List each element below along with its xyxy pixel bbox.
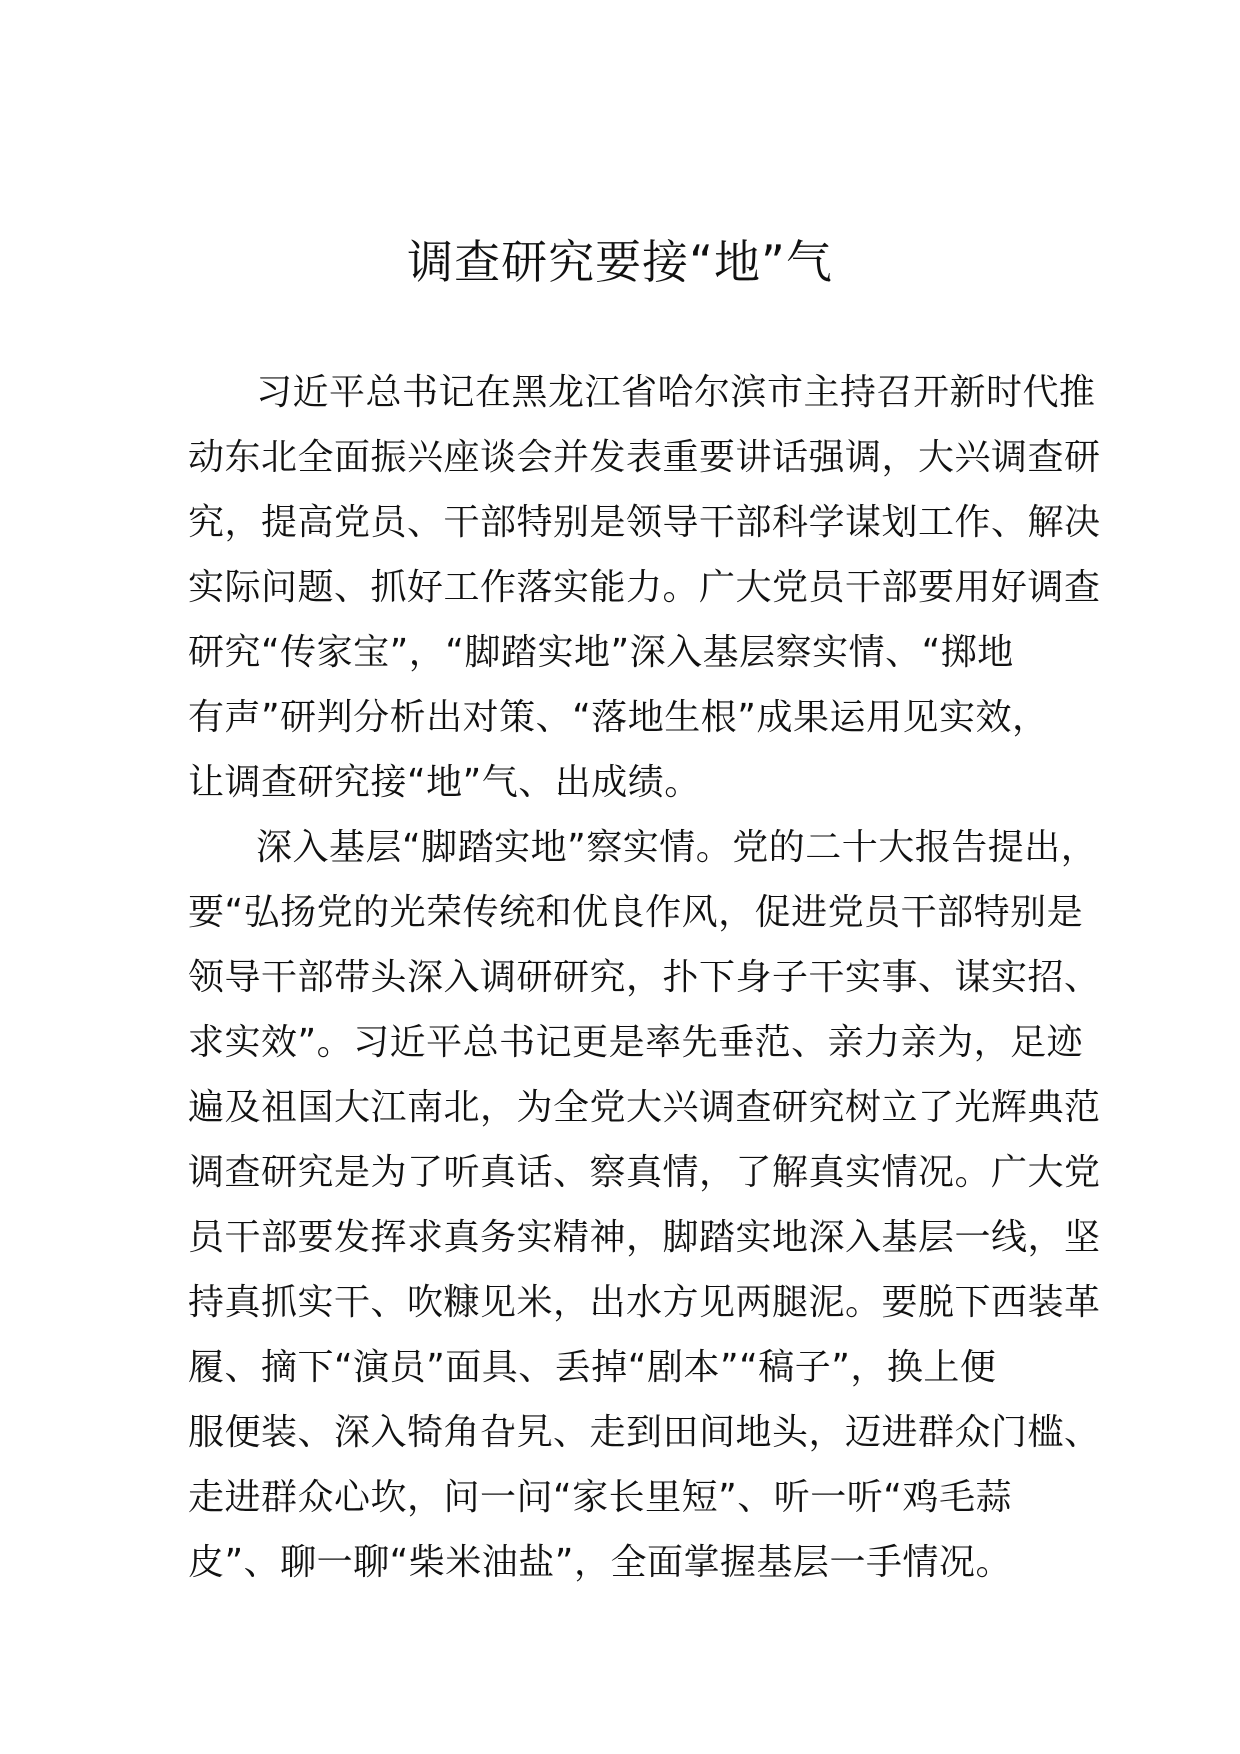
paragraph-2-line: 调查研究是为了听真话、察真情，了解真实情况。广大党 <box>188 1152 1101 1193</box>
paragraph-2-line: 服便装、深入犄角旮旯、走到田间地头，迈进群众门槛、 <box>188 1412 1101 1453</box>
paragraph-2-line: 持真抓实干、吹糠见米，出水方见两腿泥。要脱下西装革 <box>188 1282 1101 1323</box>
paragraph-2-line: 员干部要发挥求真务实精神，脚踏实地深入基层一线，坚 <box>188 1217 1101 1258</box>
paragraph-1-line: 让调查研究接“地”气、出成绩。 <box>188 762 701 803</box>
paragraph-2-line: 深入基层“脚踏实地”察实情。党的二十大报告提出， <box>256 827 1098 868</box>
document-body <box>188 360 1101 1595</box>
paragraph-1-line: 研究“传家宝”，“脚踏实地”深入基层察实情、“掷地 <box>188 632 1014 673</box>
paragraph-2-line: 领导干部带头深入调研研究，扑下身子干实事、谋实招、 <box>188 957 1101 998</box>
document-title: 调查研究要接“地”气 <box>407 235 833 289</box>
paragraph-1-line: 有声”研判分析出对策、“落地生根”成果运用见实效， <box>188 697 1049 738</box>
paragraph-2-line: 求实效”。习近平总书记更是率先垂范、亲力亲为，足迹 <box>188 1022 1084 1063</box>
paragraph-2-line: 皮”、聊一聊“柴米油盐”，全面掌握基层一手情况。 <box>188 1542 1012 1583</box>
paragraph-1-line: 究，提高党员、干部特别是领导干部科学谋划工作、解决 <box>188 502 1101 543</box>
paragraph-2-line: 履、摘下“演员”面具、丢掉“剧本”“稿子”，换上便 <box>188 1347 997 1388</box>
paragraph-2-line: 要“弘扬党的光荣传统和优良作风，促进党员干部特别是 <box>188 892 1084 933</box>
paragraph-2-line: 走进群众心坎，问一问“家长里短”、听一听“鸡毛蒜 <box>188 1477 1012 1518</box>
paragraph-1-line: 习近平总书记在黑龙江省哈尔滨市主持召开新时代推 <box>256 372 1096 413</box>
paragraph-2-line: 遍及祖国大江南北，为全党大兴调查研究树立了光辉典范 <box>188 1087 1101 1128</box>
paragraph-1-line: 实际问题、抓好工作落实能力。广大党员干部要用好调查 <box>188 567 1101 608</box>
paragraph-1-line: 动东北全面振兴座谈会并发表重要讲话强调，大兴调查研 <box>188 437 1101 478</box>
